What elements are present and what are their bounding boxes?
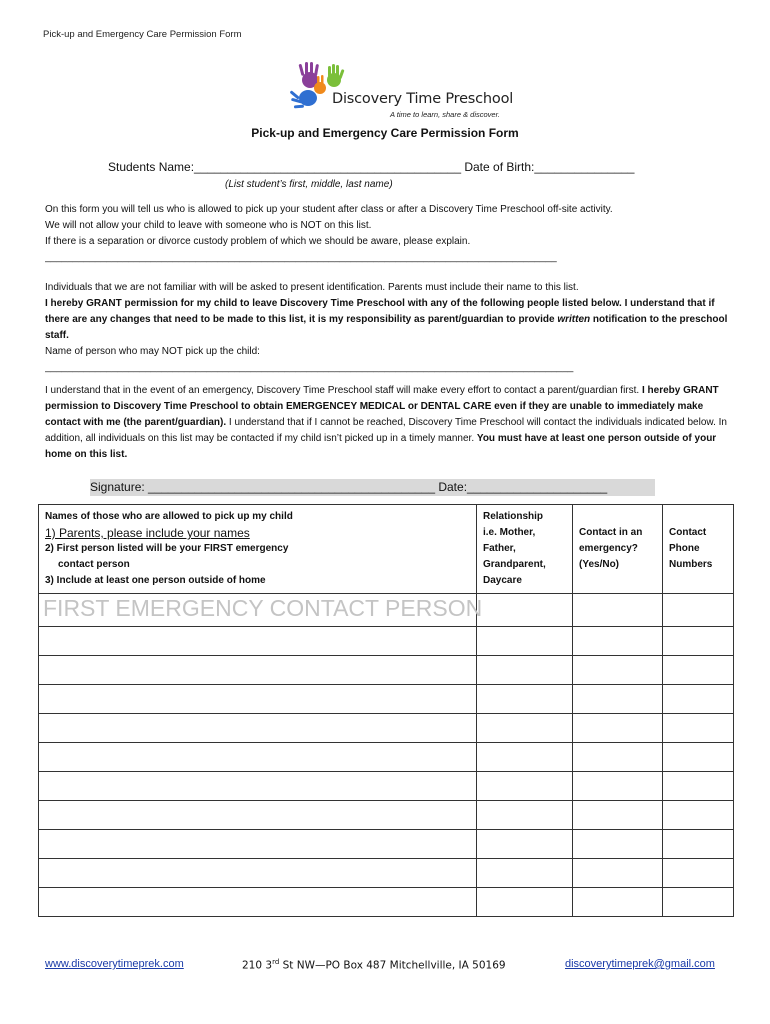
table-cell[interactable] (39, 743, 477, 772)
emergency-grant-bold: I hereby GRANT permission to Discovery Time Preschool to obtain EMERGENCEY MEDICAL or DENTAL CARE even if they are unable to immediately make contact with me (the parent/guardian). (45, 385, 719, 428)
table-cell[interactable] (663, 859, 734, 888)
student-name-field[interactable]: Students Name:________________________________________ Date of Birth:_______________ (108, 160, 635, 174)
table-row (39, 888, 734, 917)
table-row (39, 685, 734, 714)
written-emphasis: written (557, 314, 591, 325)
table-cell[interactable] (477, 714, 573, 743)
relationship-header-line-1: Relationship (483, 511, 544, 522)
table-cell[interactable] (39, 859, 477, 888)
table-row (39, 859, 734, 888)
emergency-column-header (573, 505, 663, 594)
parents-instruction: 1) Parents, please include your names (45, 526, 250, 540)
first-contact-instruction: 2) First person listed will be your FIRST emergency (45, 543, 289, 554)
identification-text: Individuals that we are not familiar with will be asked to present identification. Parents must include their name to this list. (45, 282, 579, 293)
relationship-header-line-2: i.e. Mother, (483, 527, 536, 538)
address-ordinal: rd (272, 958, 280, 966)
table-cell[interactable] (663, 888, 734, 917)
table-cell[interactable] (39, 714, 477, 743)
intro-line-1: On this form you will tell us who is allowed to pick up your student after class or after a Discovery Time Preschool off-site activity. (45, 204, 613, 215)
address-rest: St NW—PO Box 487 Mitchellville, IA 50169 (279, 959, 506, 972)
table-row (39, 801, 734, 830)
table-row (39, 743, 734, 772)
table-cell[interactable] (573, 801, 663, 830)
intro-paragraph (45, 202, 735, 266)
table-cell[interactable] (573, 888, 663, 917)
footer-website[interactable] (45, 958, 184, 970)
names-column-title: Names of those who are allowed to pick up my child (45, 511, 293, 522)
table-cell[interactable] (573, 859, 663, 888)
table-cell[interactable] (477, 772, 573, 801)
table-cell[interactable] (39, 685, 477, 714)
intro-line-3: If there is a separation or divorce custody problem of which we should be aware, please explain. (45, 236, 471, 247)
relationship-header-line-3: Father, (483, 543, 516, 554)
page-header: Pick-up and Emergency Care Permission Form (43, 29, 242, 40)
email-link[interactable]: discoverytimeprek@gmail.com (565, 958, 715, 970)
outside-home-instruction: 3) Include at least one person outside of home (45, 575, 266, 586)
logo (290, 60, 514, 122)
table-cell[interactable] (573, 685, 663, 714)
first-contact-row (39, 594, 734, 627)
phone-column-title: Contact Phone Numbers (669, 527, 713, 570)
table-cell[interactable] (573, 714, 663, 743)
table-cell[interactable] (39, 801, 477, 830)
emergency-text-2: I understand that if I cannot be reached, Discovery Time Preschool will contact the individuals indicated below. In addition, all individuals on this list may be contacted if my child isn’t picked up in a timely manner. (45, 417, 727, 444)
table-cell[interactable] (477, 830, 573, 859)
emergency-column-title: Contact in an emergency? (Yes/No) (579, 527, 643, 570)
phone-column-header (663, 505, 734, 594)
table-cell[interactable] (477, 627, 573, 656)
logo-name: Discovery Time Preschool (332, 91, 514, 107)
student-name-hint: (List student’s first, middle, last name) (225, 179, 393, 190)
table-cell[interactable] (477, 594, 573, 627)
table-row (39, 714, 734, 743)
table-row (39, 772, 734, 801)
table-cell[interactable] (477, 888, 573, 917)
table-cell[interactable] (573, 830, 663, 859)
grant-pickup-bold-2: notification to the preschool staff. (45, 314, 728, 341)
table-cell[interactable] (663, 772, 734, 801)
relationship-header-line-4: Grandparent, (483, 559, 546, 570)
signature-date-line[interactable]: Signature: ___________________________________________ Date:_____________________ (90, 479, 655, 496)
table-cell[interactable] (573, 594, 663, 627)
grant-pickup-bold-1: I hereby GRANT permission for my child to leave Discovery Time Preschool with any of the following people listed below. I understand that if there are any changes that need to be made to this list, it is my responsibility as parent/guardian to provide (45, 298, 715, 325)
table-row (39, 656, 734, 685)
identification-paragraph (45, 280, 735, 376)
table-cell[interactable] (39, 656, 477, 685)
table-cell[interactable] (39, 627, 477, 656)
table-cell[interactable] (663, 801, 734, 830)
logo-tagline: A time to learn, share & discover. (390, 110, 500, 119)
table-cell[interactable] (663, 627, 734, 656)
table-header-row (39, 505, 734, 594)
website-link[interactable]: www.discoverytimeprek.com (45, 958, 184, 970)
table-cell[interactable] (573, 656, 663, 685)
table-cell[interactable] (663, 594, 734, 627)
table-cell[interactable] (663, 830, 734, 859)
table-cell[interactable] (663, 656, 734, 685)
table-cell[interactable] (573, 627, 663, 656)
table-cell[interactable] (573, 743, 663, 772)
table-cell[interactable] (39, 830, 477, 859)
relationship-header-line-5: Daycare (483, 575, 522, 586)
outside-home-requirement: You must have at least one person outside of your home on this list. (45, 433, 717, 460)
first-contact-name-cell[interactable] (39, 594, 483, 627)
emergency-paragraph (45, 383, 735, 463)
table-cell[interactable] (663, 714, 734, 743)
table-row (39, 830, 734, 859)
table-cell[interactable] (39, 888, 477, 917)
table-cell[interactable] (477, 859, 573, 888)
table-cell[interactable] (39, 772, 477, 801)
table-cell[interactable] (477, 743, 573, 772)
relationship-column-header (477, 505, 573, 594)
not-pickup-label: Name of person who may NOT pick up the child: (45, 346, 260, 357)
table-cell[interactable] (477, 656, 573, 685)
form-title: Pick-up and Emergency Care Permission Form (251, 126, 519, 140)
intro-line-2: We will not allow your child to leave with someone who is NOT on this list. (45, 220, 372, 231)
footer-email[interactable] (565, 958, 715, 970)
address-number: 210 3 (242, 959, 273, 972)
first-contact-label: FIRST EMERGENCY CONTACT PERSON (43, 595, 483, 621)
contacts-table (38, 504, 734, 917)
table-cell[interactable] (573, 772, 663, 801)
not-pickup-line[interactable]: _______________________________________________________________________________________________ (45, 362, 574, 373)
table-cell[interactable] (477, 685, 573, 714)
table-row (39, 627, 734, 656)
names-column-header (39, 505, 477, 594)
table-cell[interactable] (663, 685, 734, 714)
first-contact-instruction-cont: contact person (58, 559, 130, 570)
grant-pickup-text (45, 296, 735, 344)
custody-explain-line[interactable]: ____________________________________________________________________________________________ (45, 252, 557, 263)
emergency-text-1: I understand that in the event of an emergency, Discovery Time Preschool staff will make every effort to contact a parent/guardian first. (45, 385, 642, 396)
table-cell[interactable] (663, 743, 734, 772)
table-cell[interactable] (477, 801, 573, 830)
footer-address (242, 958, 506, 972)
